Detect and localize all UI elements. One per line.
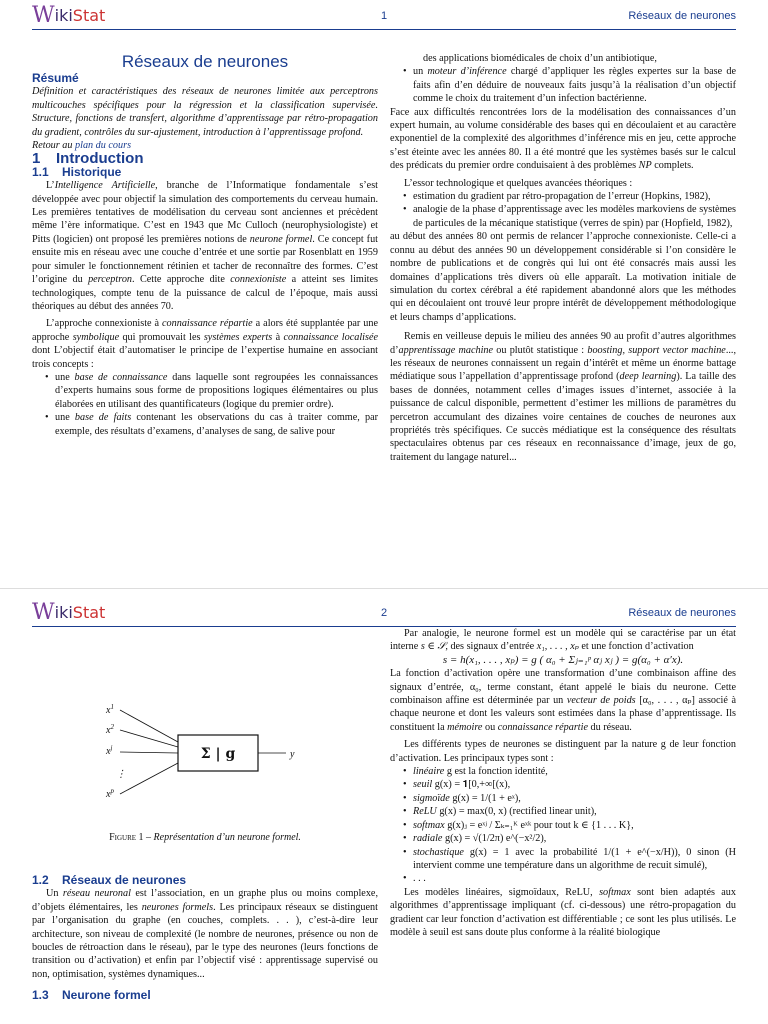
running-title: Réseaux de neurones <box>628 10 736 22</box>
paragraph: Les différents types de neurones se distinguent par la nature g de leur fonction d’activation. Les principaux types sont : <box>390 739 736 764</box>
resume-heading: Résumé <box>32 71 79 85</box>
list-item: • stochastique g(x) = 1 avec la probabilité 1/(1 + e^(−x/H)), 0 sinon (H intervient comme une température dans un algorithme de recuit simulé), <box>413 846 736 873</box>
running-title: Réseaux de neurones <box>628 607 736 619</box>
list-item: • . . . <box>413 872 736 885</box>
list-item: • un moteur d’inférence chargé d’appliquer les règles expertes sur la base de faits afin d’en déduire de nouveaux faits jusqu’à la réalisation d’un objectif comme le choix du traitement d’un infection bactérienne. <box>413 65 736 105</box>
arrow <box>120 763 178 794</box>
right-column <box>390 52 736 464</box>
output-y-label: y <box>290 749 295 760</box>
arrow <box>120 710 178 742</box>
right-column <box>390 627 736 939</box>
neuron-diagram <box>32 697 378 897</box>
section-heading-introduction: 1 Introduction <box>32 150 144 168</box>
arrow <box>120 752 178 753</box>
wikistat-logo: WikiStat <box>32 600 106 625</box>
figure-caption: Figure 1 – Représentation d’un neurone formel. <box>109 832 301 843</box>
list-continuation: des applications biomédicales de choix d’un antibiotique, <box>423 53 657 64</box>
subsection-heading-reseaux: 1.2 Réseaux de neurones <box>32 873 187 887</box>
page-number: 1 <box>381 10 388 22</box>
page-header <box>32 600 736 627</box>
left-column <box>32 627 378 1024</box>
subsection-heading-historique: 1.1 Historique <box>32 164 122 179</box>
page-2 <box>0 597 768 1024</box>
section-1-2 <box>32 874 378 1003</box>
document-title: Réseaux de neurones <box>121 52 289 71</box>
page-header <box>32 3 736 30</box>
list-item: • une base de connaissance dans laquelle sont regroupées les connaissances d’experts humains sous forme de propositions logiques élémentaires ou plus élaborées en utilisant des quantificateurs (logique du premier ordre). <box>55 371 378 411</box>
arrow <box>120 730 178 747</box>
paragraph: L’essor technologique et quelques avancées théoriques : <box>404 177 633 189</box>
neuron-box-label: Σ | g <box>200 746 236 762</box>
bullet-list <box>32 371 378 438</box>
page-number: 2 <box>381 607 388 619</box>
plan-du-cours-link[interactable]: plan du cours <box>75 140 132 152</box>
paragraph: Les modèles linéaires, sigmoïdaux, ReLU, softmax sont bien adaptés aux algorithmes d’apprentissage impliquant (cf. ci-dessous) une rétro-propagation du gradient car leur fonction d’activation est différentiable ; ce sont les plus utilisés. Le modèle à seuil est sans doute plus conforme à la réalité biologique <box>390 886 736 938</box>
list-item: • une base de faits contenant les observations du cas à traiter comme, par exemple, des résultats d’examens, d’analyses de sang, de salive pour <box>55 411 378 438</box>
list-item: • radiale g(x) = √(1/2π) e^(−x²/2), <box>413 832 736 845</box>
paragraph: L’approche connexioniste à connaissance répartie a alors été supplantée par une approche symbolique qui promouvait les systèmes experts à connaissance localisée dont L’objectif était d’automatiser le principe de l’expertise humaine en associant trois concepts : <box>32 318 379 370</box>
bullet-list <box>390 190 736 230</box>
input-x2-label: $x^2$ <box>106 723 114 736</box>
subsection-heading-neurone-formel: 1.3 Neurone formel <box>32 988 151 1003</box>
list-item: • linéaire g est la fonction identité, <box>413 765 736 778</box>
abstract: Définition et caractéristiques des réseaux de neurones limitée aux perceptrons multicouches spécifiques pour la régression et la classification supervisée. Structure, fonctions de transfert, algorithme d’apprentissage par rétro-propagation du gradient, contrôles du sur-ajustement, introduction à l’apprentissage profond. <box>32 86 378 138</box>
input-xp-label: $x^p$ <box>106 787 114 800</box>
input-xj-label: $x^j$ <box>106 744 113 757</box>
list-item: • analogie de la phase d’apprentissage avec les modèles markoviens de systèmes de particules de la mécanique statistique (verres de spin) par (Hopfield, 1982), <box>413 203 736 230</box>
input-ellipsis: ⋮ <box>116 769 126 780</box>
list-item: • ReLU g(x) = max(0, x) (rectified linear unit), <box>413 805 736 818</box>
paragraph: Face aux difficultés rencontrées lors de la modélisation des connaissances d’un expert humain, au volume considérable des bases qui en découlaient et au caractère exponentiel de la complexité des algorithmes d’inférence mis en jeu, cette approche s’est éteinte avec les années 80. Il a été montré que les systèmes basés sur le calcul des prédicats du premier ordre conduisaient à des problèmes NP complets. <box>390 106 736 172</box>
activation-types-list <box>390 765 736 886</box>
list-item: • estimation du gradient par rétro-propagation de l’erreur (Hopkins, 1982), <box>413 190 736 203</box>
bullet-list <box>390 65 736 105</box>
wikistat-logo: WikiStat <box>32 3 106 28</box>
page-separator <box>0 588 768 589</box>
paragraph: au début des années 80 ont permis de relancer l’approche connexioniste. Celle-ci a connu au début des années 90 un développement considérable si l’on considère le nombre de publications et de congrès qui lui ont été consacrés mais aussi les domaines d’applications très divers où elle apparaît. La motivation initiale de simulation du cortex cérébral a été rapidement abandonné alors que les méthodes qui en découlaient ont trouvé leur propre intérêt de développement méthodologique et leurs champs d’applications. <box>390 231 736 323</box>
paragraph: Remis en veilleuse depuis le milieu des années 90 au profit d’autres algorithmes d’apprentissage machine ou plutôt statistique : boosting, support vector machine..., les réseaux de neurones connaissent un regain d’intérêt et même un énorme battage médiatique sous l’appellation d’apprentissage profond (deep learning). La taille des bases de données, notamment celles d’images issues d’internet, associée à la puissance de calcul disponible, permettent d’estimer les millions de paramètres du percetron accumulant des dizaines voire centaines de couches de neurones aux propriétés très spécifiques. Ce succès médiatique est la conséquence des résultats spectaculaires obtenus par ces réseaux en reconnaissance d’image, jeux de go, traitement du langage naturel... <box>390 331 737 463</box>
paragraph: Un réseau neuronal est l’association, en un graphe plus ou moins complexe, d’objets élémentaires, les neurones formels. Les principaux réseaux se distinguent par l’organisation du graphe (en couches, complets. . . ), c’est-à-dire leur architecture, son niveau de complexité (le nombre de neurones, présence ou non de boucles de rétroaction dans le réseau), par le type des neurones (leurs fonctions de transition ou d’activation) et enfin par l’objectif visé : apprentissage supervisé ou non, optimisation, systèmes dynamiques... <box>32 888 378 980</box>
paragraph: La fonction d’activation opère une transformation d’une combinaison affine des signaux d’entrée, α₀, terme constant, étant appelé le biais du neurone. Cette combinaison affine est déterminée par un vecteur de poids [α₀, . . . , αₚ] associé à chaque neurone et dont les valeurs sont estimées dans la phase d’apprentissage. Ils constituent la mémoire ou connaissance répartie du réseau. <box>390 668 736 733</box>
activation-equation: s = h(x₁, . . . , xₚ) = g ( α₀ + Σⱼ₌₁ᵖ αⱼ xⱼ ) = g(α₀ + α′x). <box>442 653 684 666</box>
input-x1-label: $x^1$ <box>106 703 114 716</box>
paragraph: Par analogie, le neurone formel est un modèle qui se caractérise par un état interne s ∈ 𝒮, des signaux d’entrée x₁, . . . , xₚ et une fonction d’activation <box>390 628 736 653</box>
retour-line: Retour au plan du cours <box>32 140 132 152</box>
list-item: • softmax g(x)ⱼ = eˣʲ / Σₖ₌₁ᴷ eˣᵏ pour tout k ∈ {1 . . . K}, <box>413 819 736 832</box>
list-item: • sigmoïde g(x) = 1/(1 + eˣ), <box>413 792 736 805</box>
paragraph: L’Intelligence Artificielle, branche de l’Informatique fondamentale s’est développée avec pour objectif la simulation des comportements du cerveau humain. Les premières tentatives de modélisation du cerveau sont anciennes et précèdent même l’ère informatique. C’est en 1943 que Mc Culloch (neurophysiologiste) et Pitts (logicien) ont proposé les premières notions de neurone formel. Ce concept fut ensuite mis en réseau avec une couche d’entrée et une sortie par Rosenblatt en 1959 pour simuler le fonctionnement rétinien et tacher de reconnaître des formes. C’est l’origine du perceptron. Cette approche dite connexioniste a atteint ses limites technologiques, compte tenu de la puissance de calcul de l’époque, mais aussi théoriques au début des années 70. <box>32 180 378 312</box>
header-rule <box>32 29 736 30</box>
left-column <box>32 52 378 438</box>
list-item: • seuil g(x) = 𝟏[0,+∞[(x), <box>413 778 736 791</box>
